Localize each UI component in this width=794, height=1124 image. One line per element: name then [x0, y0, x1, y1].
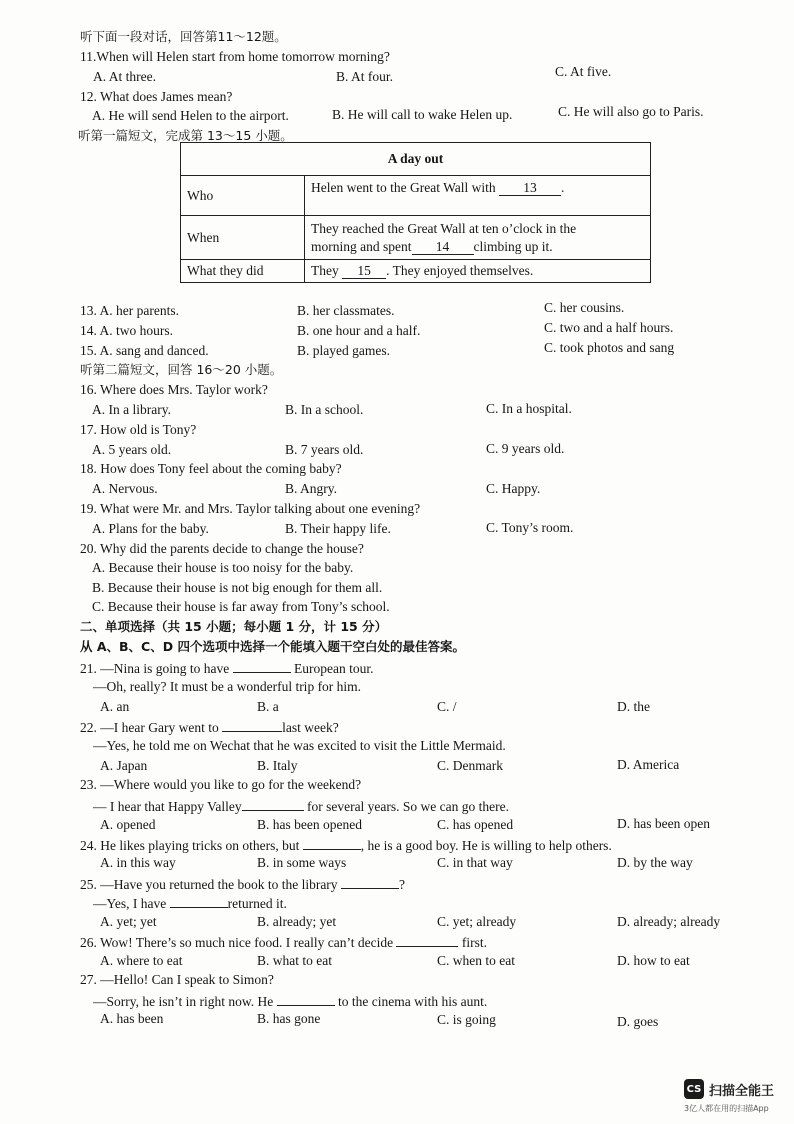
q24-stem-line1	[80, 835, 612, 855]
q13-option-a: 13. A. her parents.	[80, 303, 179, 318]
q21-stem-line2: —Oh, really? It must be a wonderful trip for him.	[93, 679, 362, 694]
q24-option-d: D. by the way	[617, 855, 693, 870]
q22-option-a: A. Japan	[100, 758, 148, 773]
q25-option-d: D. already; already	[617, 914, 721, 929]
what-pre: They	[311, 263, 339, 278]
q26-option-d: D. how to eat	[617, 953, 690, 968]
q23-option-d: D. has been open	[617, 816, 710, 831]
when-line2-pre: morning and spent	[311, 238, 412, 254]
q26-option-c: C. when to eat	[437, 953, 515, 968]
q12-option-b: B. He will call to wake Helen up.	[332, 107, 513, 122]
q20-option-a: A. Because their house is too noisy for the baby.	[92, 560, 354, 575]
who-text: Helen went to the Great Wall with	[311, 180, 496, 195]
scanner-watermark	[684, 1079, 774, 1099]
blank-14: 14	[412, 240, 474, 255]
q14-option-b: B. one hour and a half.	[297, 323, 421, 338]
q20-stem: 20. Why did the parents decide to change the house?	[80, 541, 364, 556]
q25-stem2-post: returned it.	[227, 896, 287, 911]
q23-blank	[242, 796, 304, 811]
q25-stem-line1	[80, 874, 405, 894]
q19-stem: 19. What were Mr. and Mrs. Taylor talking about one evening?	[80, 501, 421, 516]
q17-option-a: A. 5 years old.	[92, 442, 172, 457]
q27-stem-line1: 27. —Hello! Can I speak to Simon?	[80, 972, 274, 987]
q11-option-c: C. At five.	[555, 64, 612, 79]
q12-option-c: C. He will also go to Paris.	[558, 104, 704, 119]
q16-stem: 16. Where does Mrs. Taylor work?	[80, 382, 268, 397]
q27-option-a: A. has been	[100, 1011, 164, 1026]
q19-option-a: A. Plans for the baby.	[92, 521, 209, 536]
q21-option-b: B. a	[257, 699, 279, 714]
q22-option-b: B. Italy	[257, 758, 298, 773]
q20-option-b: B. Because their house is not big enough for them all.	[92, 580, 383, 595]
q20-option-c: C. Because their house is far away from Tony’s school.	[92, 599, 390, 614]
q22-stem-post: last week?	[282, 720, 339, 735]
q25-blank-1	[341, 874, 399, 889]
q15-option-c: C. took photos and sang	[544, 340, 675, 355]
q22-option-d: D. America	[617, 757, 680, 772]
table-label-when: When	[181, 216, 305, 260]
q18-option-a: A. Nervous.	[92, 481, 158, 496]
q14-option-c: C. two and a half hours.	[544, 320, 674, 335]
blank-15: 15	[342, 264, 386, 279]
scanner-app-name: 扫描全能王	[709, 1083, 775, 1099]
q24-option-a: A. in this way	[100, 855, 176, 870]
q14-option-a: 14. A. two hours.	[80, 323, 174, 338]
table-cell-when	[305, 216, 651, 260]
q23-stem-post: for several years. So we can go there.	[306, 799, 510, 814]
q21-stem-post: European tour.	[293, 661, 374, 676]
section2-instructions: 从 A、B、C、D 四个选项中选择一个能填入题干空白处的最佳答案。	[80, 639, 465, 654]
q26-stem-post: first.	[461, 935, 487, 950]
q19-option-b: B. Their happy life.	[285, 521, 391, 536]
q27-stem-line2	[93, 991, 487, 1011]
table-title: A day out	[181, 143, 651, 176]
when-line2-post: climbing up it.	[473, 238, 553, 254]
q27-option-b: B. has gone	[257, 1011, 321, 1026]
section-passage1: 听第一篇短文，完成第 13～15 小题。	[78, 128, 293, 143]
q21-option-c: C. /	[437, 699, 457, 714]
q26-option-b: B. what to eat	[257, 953, 332, 968]
q12-stem: 12. What does James mean?	[80, 89, 233, 104]
day-out-table	[180, 142, 651, 283]
q22-option-c: C. Denmark	[437, 758, 503, 773]
q13-option-b: B. her classmates.	[297, 303, 395, 318]
q26-blank	[396, 932, 458, 947]
section2-title: 二、单项选择（共 15 小题；每小题 1 分，计 15 分）	[80, 619, 388, 634]
q11-stem: 11.When will Helen start from home tomorrow morning?	[80, 49, 390, 64]
q23-stem-line1: 23. —Where would you like to go for the weekend?	[80, 777, 362, 792]
q23-option-b: B. has been opened	[257, 817, 362, 832]
q21-option-a: A. an	[100, 699, 130, 714]
q27-option-d: D. goes	[617, 1014, 659, 1029]
q25-option-b: B. already; yet	[257, 914, 337, 929]
q15-option-b: B. played games.	[297, 343, 390, 358]
q13-option-c: C. her cousins.	[544, 300, 625, 315]
q18-option-b: B. Angry.	[285, 481, 338, 496]
q25-stem-line2	[93, 893, 287, 913]
q17-option-c: C. 9 years old.	[486, 441, 565, 456]
q23-stem-line2	[93, 796, 509, 816]
q12-option-a: A. He will send Helen to the airport.	[92, 108, 289, 123]
table-label-what: What they did	[181, 260, 305, 283]
when-line2	[311, 238, 644, 256]
q23-option-c: C. has opened	[437, 817, 514, 832]
q25-blank-2	[170, 893, 228, 908]
q24-blank	[303, 835, 361, 850]
q27-stem-pre: —Sorry, he isn’t in right now. He	[93, 994, 274, 1009]
q26-stem-line1	[80, 932, 487, 952]
q18-option-c: C. Happy.	[486, 481, 541, 496]
q22-stem-pre: 22. —I hear Gary went to	[80, 720, 219, 735]
q16-option-b: B. In a school.	[285, 402, 364, 417]
what-post: . They enjoyed themselves.	[386, 263, 534, 278]
q21-blank	[233, 658, 291, 673]
q22-stem-line1	[80, 717, 339, 737]
q21-stem-pre: 21. —Nina is going to have	[80, 661, 230, 676]
q23-option-a: A. opened	[100, 817, 156, 832]
q27-blank	[277, 991, 335, 1006]
q17-option-b: B. 7 years old.	[285, 442, 364, 457]
q27-stem-post: to the cinema with his aunt.	[337, 994, 488, 1009]
q16-option-c: C. In a hospital.	[486, 401, 572, 416]
q22-blank	[222, 717, 282, 732]
q27-option-c: C. is going	[437, 1012, 496, 1027]
q15-option-a: 15. A. sang and danced.	[80, 343, 209, 358]
section-listen-dialogue: 听下面一段对话，回答第11～12题。	[80, 29, 287, 44]
table-cell-what	[305, 260, 651, 283]
blank-13: 13	[499, 181, 561, 196]
q25-option-a: A. yet; yet	[100, 914, 157, 929]
when-line1: They reached the Great Wall at ten o’clock in the	[311, 220, 577, 236]
q11-option-b: B. At four.	[336, 69, 394, 84]
q16-option-a: A. In a library.	[92, 402, 171, 417]
table-cell-who	[305, 176, 651, 216]
q24-option-c: C. in that way	[437, 855, 513, 870]
q24-option-b: B. in some ways	[257, 855, 347, 870]
q18-stem: 18. How does Tony feel about the coming baby?	[80, 461, 342, 476]
q24-stem-post: , he is a good boy. He is willing to help others.	[360, 838, 612, 853]
q24-stem-pre: 24. He likes playing tricks on others, but	[80, 838, 300, 853]
q21-stem-line1	[80, 658, 373, 678]
q22-stem-line2: —Yes, he told me on Wechat that he was excited to visit the Little Mermaid.	[93, 738, 506, 753]
q21-option-d: D. the	[617, 699, 650, 714]
q25-option-c: C. yet; already	[437, 914, 517, 929]
scanner-tagline: 3亿人都在用的扫描App	[684, 1104, 769, 1113]
q17-stem: 17. How old is Tony?	[80, 422, 197, 437]
q25-stem2-pre: —Yes, I have	[93, 896, 167, 911]
section-passage2: 听第二篇短文，回答 16～20 小题。	[80, 362, 283, 377]
q26-option-a: A. where to eat	[100, 953, 183, 968]
q23-stem-pre: — I hear that Happy Valley	[93, 799, 242, 814]
table-label-who: Who	[181, 176, 305, 216]
who-end: .	[561, 180, 565, 195]
q25-stem-pre: 25. —Have you returned the book to the library	[80, 877, 338, 892]
q25-stem-post: ?	[398, 877, 405, 892]
cs-logo-icon: CS	[684, 1079, 704, 1099]
q11-option-a: A. At three.	[93, 69, 156, 84]
q26-stem-pre: 26. Wow! There’s so much nice food. I really can’t decide	[80, 935, 394, 950]
q19-option-c: C. Tony’s room.	[486, 520, 574, 535]
